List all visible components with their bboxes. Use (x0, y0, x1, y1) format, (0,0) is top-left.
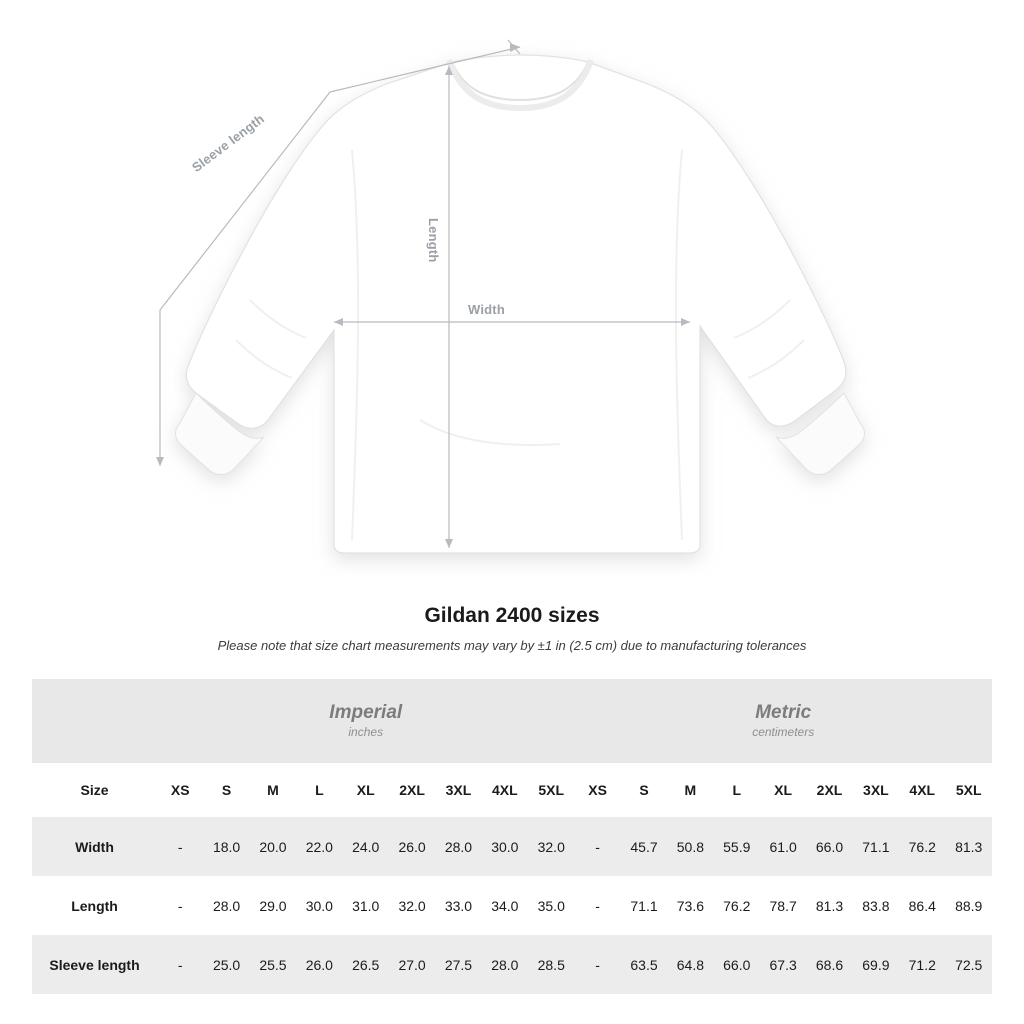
table-row (32, 817, 992, 876)
tolerance-note: Please note that size chart measurements may vary by ±1 in (2.5 cm) due to manufacturing tolerances (217, 638, 807, 653)
header-imperial-m: M (250, 763, 296, 817)
cell-width-metric-xs: - (574, 817, 620, 876)
cell-width-imperial-3xl: 28.0 (435, 817, 481, 876)
cell-sleeve-imperial-xl: 26.5 (343, 935, 389, 994)
table-row (32, 935, 992, 994)
cell-width-metric-xl: 61.0 (760, 817, 806, 876)
cell-width-imperial-4xl: 30.0 (482, 817, 528, 876)
table-corner-cell (32, 679, 157, 763)
cell-width-metric-5xl: 81.3 (945, 817, 992, 876)
header-imperial-3xl: 3XL (435, 763, 481, 817)
cell-width-metric-s: 45.7 (621, 817, 667, 876)
cell-length-imperial-2xl: 32.0 (389, 876, 435, 935)
metric-unit-sub: centimeters (752, 725, 815, 740)
cell-sleeve-metric-xl: 67.3 (760, 935, 806, 994)
header-imperial-xl: XL (343, 763, 389, 817)
cell-length-imperial-m: 29.0 (250, 876, 296, 935)
cell-sleeve-imperial-4xl: 28.0 (482, 935, 528, 994)
imperial-unit-sub: inches (348, 725, 384, 740)
cell-sleeve-imperial-s: 25.0 (203, 935, 249, 994)
cell-sleeve-metric-l: 66.0 (714, 935, 760, 994)
cell-sleeve-imperial-2xl: 27.0 (389, 935, 435, 994)
cell-length-metric-s: 71.1 (621, 876, 667, 935)
header-metric-m: M (667, 763, 713, 817)
cell-width-metric-l: 55.9 (714, 817, 760, 876)
units-header-row (32, 679, 992, 763)
header-metric-3xl: 3XL (853, 763, 899, 817)
cell-length-metric-3xl: 83.8 (853, 876, 899, 935)
size-header-row (32, 763, 992, 817)
header-imperial-5xl: 5XL (528, 763, 574, 817)
cell-width-imperial-xl: 24.0 (343, 817, 389, 876)
cell-length-metric-l: 76.2 (714, 876, 760, 935)
row-label-sleeve-length: Sleeve length (32, 935, 157, 994)
cell-length-metric-xl: 78.7 (760, 876, 806, 935)
size-label-cell: Size (32, 763, 157, 817)
cell-sleeve-metric-4xl: 71.2 (899, 935, 945, 994)
cell-width-imperial-xs: - (157, 817, 203, 876)
cell-width-metric-3xl: 71.1 (853, 817, 899, 876)
cell-length-imperial-xs: - (157, 876, 203, 935)
cell-width-metric-m: 50.8 (667, 817, 713, 876)
title-block (0, 604, 1024, 653)
imperial-unit-name: Imperial (329, 701, 403, 723)
cell-width-imperial-5xl: 32.0 (528, 817, 574, 876)
header-metric-l: L (714, 763, 760, 817)
header-metric-xs: XS (574, 763, 620, 817)
cell-sleeve-metric-xs: - (574, 935, 620, 994)
metric-unit-header (574, 679, 992, 763)
page-title: Gildan 2400 sizes (424, 604, 600, 627)
cell-width-imperial-2xl: 26.0 (389, 817, 435, 876)
cell-width-imperial-s: 18.0 (203, 817, 249, 876)
size-table-wrapper (32, 679, 992, 994)
cell-length-metric-4xl: 86.4 (899, 876, 945, 935)
header-metric-xl: XL (760, 763, 806, 817)
cell-sleeve-imperial-m: 25.5 (250, 935, 296, 994)
header-imperial-l: L (296, 763, 342, 817)
table-row (32, 876, 992, 935)
cell-sleeve-imperial-5xl: 28.5 (528, 935, 574, 994)
header-metric-4xl: 4XL (899, 763, 945, 817)
cell-sleeve-metric-m: 64.8 (667, 935, 713, 994)
cell-length-imperial-s: 28.0 (203, 876, 249, 935)
shirt-shape (176, 55, 865, 553)
imperial-unit-header (157, 679, 574, 763)
cell-sleeve-metric-2xl: 68.6 (806, 935, 852, 994)
size-table (32, 679, 992, 994)
cell-sleeve-metric-5xl: 72.5 (945, 935, 992, 994)
cell-length-metric-m: 73.6 (667, 876, 713, 935)
header-imperial-xs: XS (157, 763, 203, 817)
header-imperial-s: S (203, 763, 249, 817)
cell-width-imperial-l: 22.0 (296, 817, 342, 876)
cell-width-metric-4xl: 76.2 (899, 817, 945, 876)
sleeve-length-dimension-label: Sleeve length (188, 111, 268, 175)
metric-unit-name: Metric (755, 701, 812, 723)
cell-sleeve-metric-3xl: 69.9 (853, 935, 899, 994)
cell-length-imperial-4xl: 34.0 (482, 876, 528, 935)
header-metric-s: S (621, 763, 667, 817)
row-label-length: Length (32, 876, 157, 935)
cell-width-imperial-m: 20.0 (250, 817, 296, 876)
cell-length-imperial-3xl: 33.0 (435, 876, 481, 935)
header-imperial-2xl: 2XL (389, 763, 435, 817)
length-dimension-label: Length (426, 218, 441, 263)
header-imperial-4xl: 4XL (482, 763, 528, 817)
cell-length-metric-xs: - (574, 876, 620, 935)
row-label-width: Width (32, 817, 157, 876)
cell-width-metric-2xl: 66.0 (806, 817, 852, 876)
header-metric-5xl: 5XL (945, 763, 992, 817)
cell-length-imperial-xl: 31.0 (343, 876, 389, 935)
cell-sleeve-imperial-3xl: 27.5 (435, 935, 481, 994)
cell-sleeve-metric-s: 63.5 (621, 935, 667, 994)
cell-sleeve-imperial-xs: - (157, 935, 203, 994)
cell-length-metric-2xl: 81.3 (806, 876, 852, 935)
cell-length-imperial-l: 30.0 (296, 876, 342, 935)
width-dimension-label: Width (468, 302, 505, 317)
cell-length-metric-5xl: 88.9 (945, 876, 992, 935)
cell-sleeve-imperial-l: 26.0 (296, 935, 342, 994)
header-metric-2xl: 2XL (806, 763, 852, 817)
cell-length-imperial-5xl: 35.0 (528, 876, 574, 935)
